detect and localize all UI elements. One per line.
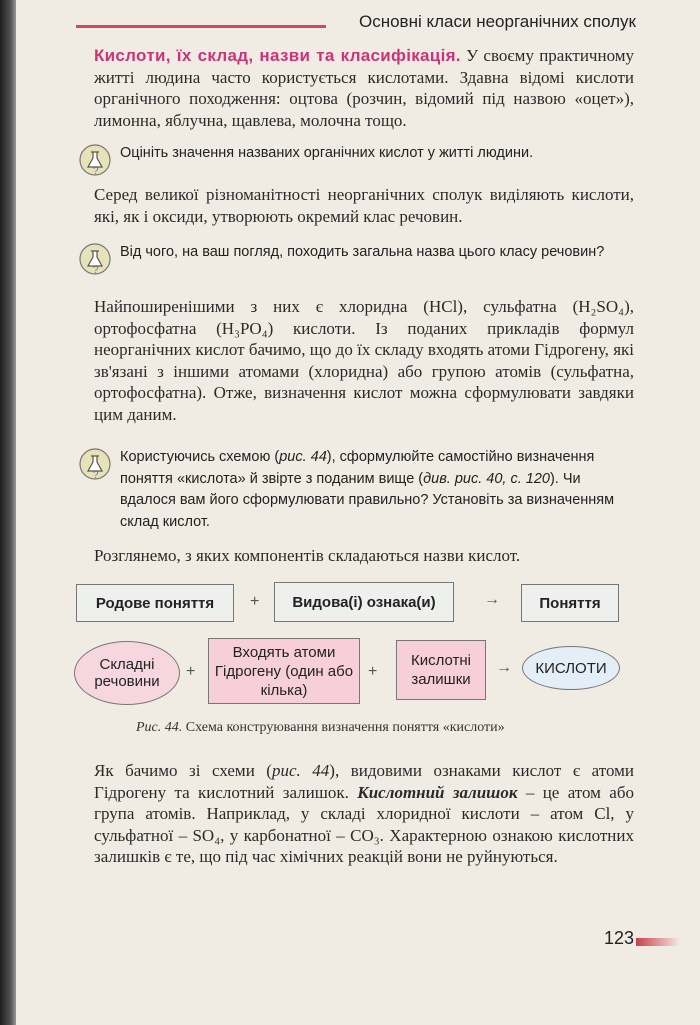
scheme-acids-result: КИСЛОТИ (522, 646, 620, 690)
caption-label: Рис. 44. (136, 720, 183, 735)
paragraph-4: Розглянемо, з яких компонентів складаються назви кислот. (94, 546, 521, 565)
caption-text: Схема конструювання визначення поняття «кислоти» (185, 720, 505, 735)
defined-term: Кислотний залишок (357, 782, 518, 802)
question-flask-icon (78, 143, 112, 177)
scheme-genus-box: Родове поняття (76, 584, 234, 622)
paragraph-5-part: Як бачимо зі схеми ( (94, 761, 272, 780)
chapter-title: Основні класи неорганічних сполук (358, 12, 636, 31)
paragraph-5 (94, 760, 634, 868)
question-1 (78, 143, 638, 177)
question-3 (78, 447, 638, 533)
svg-text:?: ? (93, 470, 99, 481)
question-2 (78, 242, 638, 276)
paragraph-1-text: У своєму практичному житті людина часто користується кислотами. Здавна відомі кислоти органічного походження: оцтова (розчин, відомий під назвою «оцет»), лимонна, яблучна, щавлева, молочна тощо. (94, 46, 635, 130)
running-header (76, 12, 636, 36)
svg-text:?: ? (93, 166, 99, 177)
paragraph-5-part: ), видовими ознаками кислот є атоми Гідрогену та кислотний залишок. (94, 761, 634, 802)
header-rule (76, 25, 326, 28)
page-corner-decoration (636, 938, 680, 946)
scheme-arrow: → (496, 659, 512, 676)
paragraph-3: Найпоширенішими з них є хлоридна (HCl), сульфатна (H₂SO₄), ортофосфатна (H₃PO₄) кислоти. Із поданих прикладів формул неорганічних кислот бачимо, що до їх складу входять атоми Гідрогену, які зв'язані з іншими атомами (хлоридна) або групою атомів (сульфатна, ортофосфатна). Отже, визначення кислот можна сформулювати завдяки цим даним. (94, 297, 634, 424)
question-3-part: Користуючись схемою ( (120, 449, 280, 465)
question-1-text: Оцініть значення названих органічних кислот у житті людини. (120, 145, 534, 161)
textbook-page (16, 0, 700, 1025)
question-flask-icon (78, 447, 112, 481)
scheme-concept-box: Поняття (521, 584, 619, 622)
question-3-part: ), сформулюйте самостійно визначення поняття «кислота» й звірте з поданим вище ( (120, 449, 595, 487)
paragraph-1 (94, 45, 634, 131)
scheme-plus: + (186, 663, 196, 680)
scheme-complex-substances: Складні речовини (74, 641, 180, 705)
figure-reference: рис. 44 (279, 449, 327, 465)
svg-text:?: ? (93, 265, 99, 276)
figure-caption (136, 720, 505, 736)
paragraph-5-part: – це атом або група атомів. Наприклад, у складі хлоридної кислоти – атом Cl, у сульфатної – SO₄, у карбонатної – CO₃. Характерною ознакою кислотних залишків є те, що під час хімічних реакцій вони не руйнуються. (94, 782, 634, 866)
question-2-text: Від чого, на ваш погляд, походить загальна назва цього класу речовин? (120, 244, 605, 260)
question-3-part: ). Чи вдалося вам його сформулювати правильно? Установіть за визначенням склад кислот. (120, 470, 615, 530)
figure-reference: рис. 44 (271, 761, 330, 780)
scheme-plus: + (368, 663, 378, 680)
section-heading: Кислоти, їх склад, назви та класифікація. (94, 46, 461, 65)
scheme-species-box: Видова(і) ознака(и) (274, 582, 454, 622)
scheme-plus: + (250, 593, 260, 610)
question-flask-icon (78, 242, 112, 276)
question-3-text (120, 447, 638, 533)
paragraph-2: Серед великої різноманітності неорганічних сполук виділяють кислоти, які, як і оксиди, утворюють окремий клас речовин. (94, 185, 634, 226)
scheme-hydrogen-atoms-box: Входять атоми Гідрогену (один або кілька) (208, 638, 360, 704)
scheme-acid-residue-box: Кислотні залишки (396, 640, 486, 700)
page-number: 123 (604, 928, 635, 948)
scheme-arrow: → (484, 591, 500, 608)
figure-reference: див. рис. 40, с. 120 (423, 470, 550, 487)
